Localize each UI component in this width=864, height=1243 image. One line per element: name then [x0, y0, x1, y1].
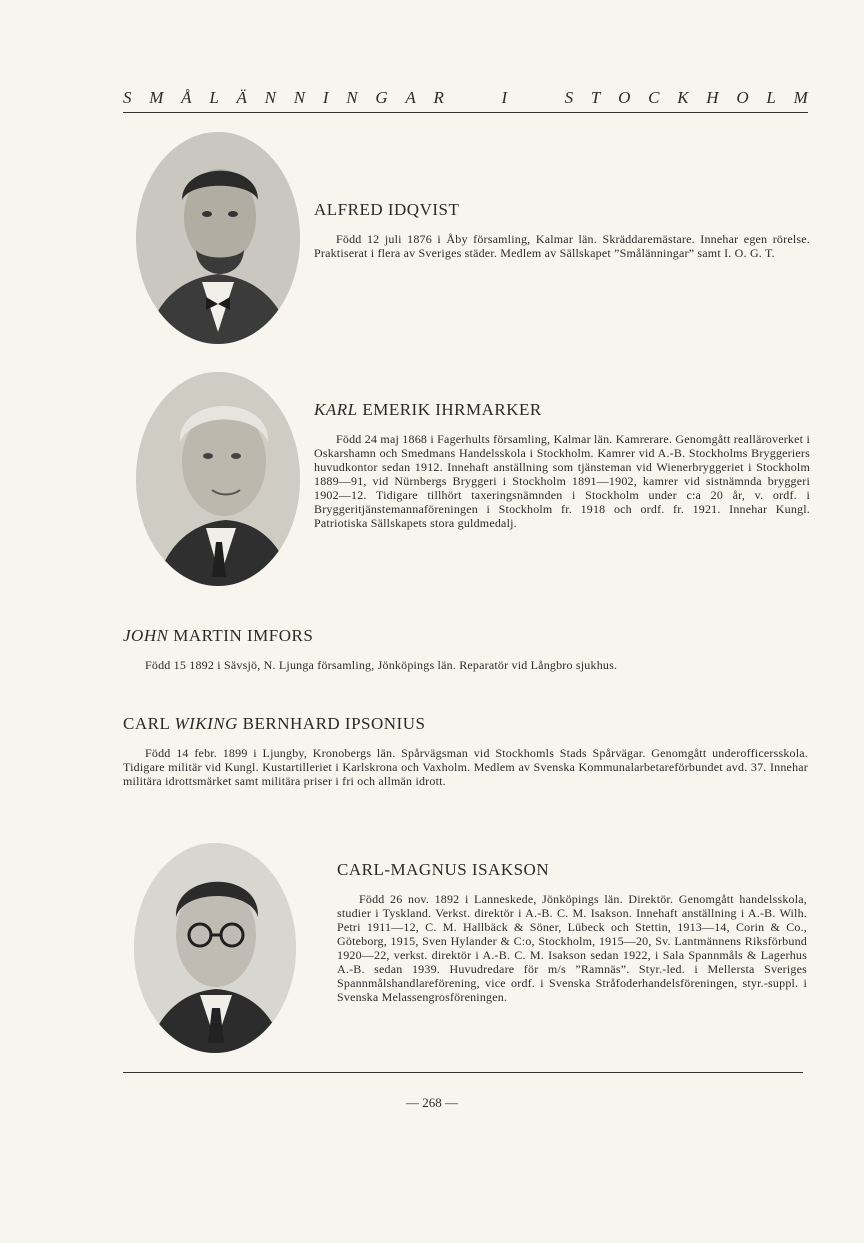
header-letter: O	[618, 88, 631, 107]
header-letter: N	[264, 88, 277, 107]
name-part: CARL-MAGNUS ISAKSON	[337, 860, 550, 879]
header-letter: I	[501, 88, 508, 107]
name-part: MARTIN IMFORS	[168, 626, 314, 645]
header-letter: K	[677, 88, 689, 107]
portrait-photo	[134, 843, 296, 1053]
name-part: CARL	[123, 714, 175, 733]
biography-entry	[123, 626, 808, 672]
header-letter: H	[706, 88, 719, 107]
portrait-photo	[136, 132, 300, 344]
biography-entry	[314, 400, 810, 530]
header-rule	[123, 112, 808, 113]
name-part: BERNHARD IPSONIUS	[237, 714, 426, 733]
running-header	[123, 88, 808, 108]
biography-text: Född 26 nov. 1892 i Lanneskede, Jönköpings län. Direktör. Genomgått handelsskola, studier i Tyskland. Verkst. direktör i A.-B. C. M. Isakson. Innehaft anställning i A.-B. Wilh. Petri 1911—12, C. M. Hallbäck & Söner, Lübeck och Stettin, 1913—14, Corin & Co., Göteborg, 1915, Sven Hylander & C:o, Stockholm, 1915—20, Sv. Lantmännens Riksförbund 1920—22, verkst. direktör i A.-B. C. M. Isakson sedan 1922, i Sala Spannmåls & Lagerhus A.-B. sedan 1939. Huvudredare för m/s ”Ramnäs”. Styr.-led. i Mellersta Sveriges Spannmålshandlareförening, vice ordf. i Svenska Stråfoderhandelsföreningen, styr.-suppl. i Svenska Melassengrosföreningen.	[337, 892, 807, 1004]
footer-rule	[123, 1072, 803, 1073]
biography-entry	[314, 200, 810, 260]
header-letter: S	[564, 88, 574, 107]
page-number: — 268 —	[406, 1095, 458, 1110]
header-letter: L	[209, 88, 219, 107]
name-part: EMERIK IHRMARKER	[357, 400, 542, 419]
header-letter: Å	[181, 88, 192, 107]
header-letter: I	[322, 88, 329, 107]
biography-text: Född 14 febr. 1899 i Ljungby, Kronobergs län. Spårvägsman vid Stockhomls Stads Spårvägar. Genomgått underofficersskola. Tidigare militär vid Kungl. Kustartilleriet i Karlskrona och Vaxholm. Medlem av Svenska Kommunalarbetareförbundet avd. 37. Innehar militära idrottsmärket samt militära priser i fri och allmän idrott.	[123, 746, 808, 788]
header-letter	[462, 88, 484, 108]
portrait-illustration	[134, 843, 296, 1053]
portrait-illustration	[136, 372, 300, 586]
biography-text: Född 15 1892 i Sävsjö, N. Ljunga församling, Jönköpings län. Reparatör vid Långbro sjukhus.	[145, 658, 618, 672]
header-letter: M	[793, 88, 808, 107]
header-letter: L	[766, 88, 776, 107]
header-letter: S	[123, 88, 132, 107]
header-letter: G	[375, 88, 388, 107]
biography-text: Född 24 maj 1868 i Fagerhults församling, Kalmar län. Kamrerare. Genomgått realläroverket i Oskarshamn och Smedmans Handelsskola i Stockholm. Kamrer vid A.-B. Stockholms Bryggeriers huvudkontor sedan 1912. Innehaft anställning som tjänsteman vid Wienerbryggeriet i Stockholm 1889—91, vid Nürnbergs Bryggeri i Stockholm 1891—1902, kamrer vid sistnämnda bryggeri 1902—12. Tidigare tillhört taxeringsnämnden i Stockholm under c:a 20 år, v. ordf. i Bryggeritjänstemannaföreningen i Stockholm fr. 1918 och ordf. fr. 1921. Innehar Kungl. Patriotiska Sällskapets stora guldmedalj.	[314, 432, 810, 530]
portrait-photo	[136, 372, 300, 586]
header-letter: N	[293, 88, 306, 107]
header-letter: M	[149, 88, 164, 107]
person-name	[123, 626, 808, 646]
header-letter: A	[405, 88, 416, 107]
name-part: ALFRED IDQVIST	[314, 200, 460, 219]
biography-entry	[337, 860, 807, 1004]
person-name	[314, 200, 810, 220]
header-letter: C	[648, 88, 660, 107]
person-name	[337, 860, 807, 880]
header-letter	[525, 88, 547, 108]
header-letter: N	[346, 88, 358, 107]
name-part-italic: KARL	[314, 400, 358, 419]
header-letter: R	[433, 88, 444, 107]
header-letter: O	[736, 88, 749, 107]
biography-text: Född 12 juli 1876 i Åby församling, Kalmar län. Skräddaremästare. Innehar egen rörelse. Praktiserat i flera av Sveriges städer. Medlem av Sällskapet ”Smålänningar” samt I. O. G. T.	[314, 232, 810, 260]
portrait-illustration	[136, 132, 300, 344]
header-letter: T	[590, 88, 601, 107]
name-part-italic: JOHN	[123, 626, 169, 645]
header-letter: Ä	[236, 88, 247, 107]
name-part-italic: WIKING	[174, 714, 238, 733]
person-name	[314, 400, 810, 420]
person-name	[123, 714, 808, 734]
biography-entry	[123, 714, 808, 788]
